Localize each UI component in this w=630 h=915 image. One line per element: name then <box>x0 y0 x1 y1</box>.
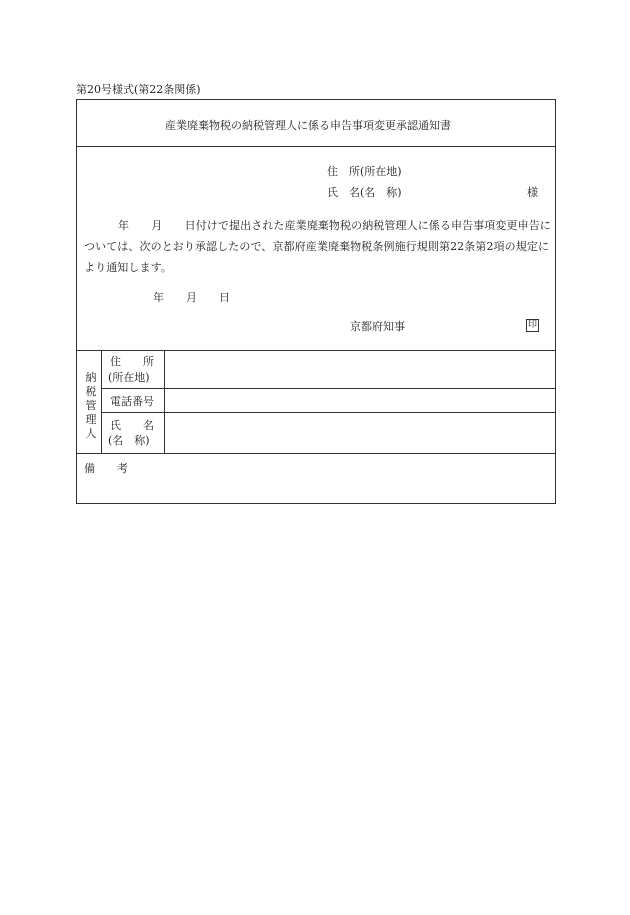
manager-phone-label: 電話番号 <box>110 395 154 408</box>
table-row-divider-2 <box>101 412 556 413</box>
title-divider <box>76 146 556 147</box>
addressee-address-label: 住 所(所在地) <box>327 165 402 178</box>
form-number: 第20号様式(第22条関係) <box>76 83 201 96</box>
table-bottom-divider <box>76 453 556 454</box>
table-label-column-divider <box>101 350 102 453</box>
manager-name-sublabel: (名 称) <box>108 434 150 447</box>
table-row-divider-1 <box>101 388 556 389</box>
manager-address-sublabel: (所在地) <box>108 371 150 384</box>
table-field-column-divider <box>164 350 165 453</box>
section-divider <box>76 350 556 351</box>
manager-address-label: 住 所 <box>110 355 154 368</box>
notice-body <box>84 215 556 278</box>
manager-name-label: 氏 名 <box>110 419 154 432</box>
addressee-honorific: 様 <box>527 186 538 199</box>
tax-manager-section-label: 納税管理人 <box>85 371 97 440</box>
addressee-name-label: 氏 名(名 称) <box>327 186 402 199</box>
notice-body-text: 年 月 日付けで提出された産業廃棄物税の納税管理人に係る申告事項変更申告については、次のとおり承認したので、京都府産業廃棄物税条例施行規則第22条第2項の規定により通知します。 <box>84 219 551 274</box>
remarks-label: 備 考 <box>84 462 128 475</box>
issuer-name: 京都府知事 <box>350 320 405 333</box>
seal-mark: 印 <box>527 320 537 330</box>
form-title: 産業廃棄物税の納税管理人に係る申告事項変更承認通知書 <box>165 119 451 132</box>
issue-date: 年 月 日 <box>153 291 230 304</box>
